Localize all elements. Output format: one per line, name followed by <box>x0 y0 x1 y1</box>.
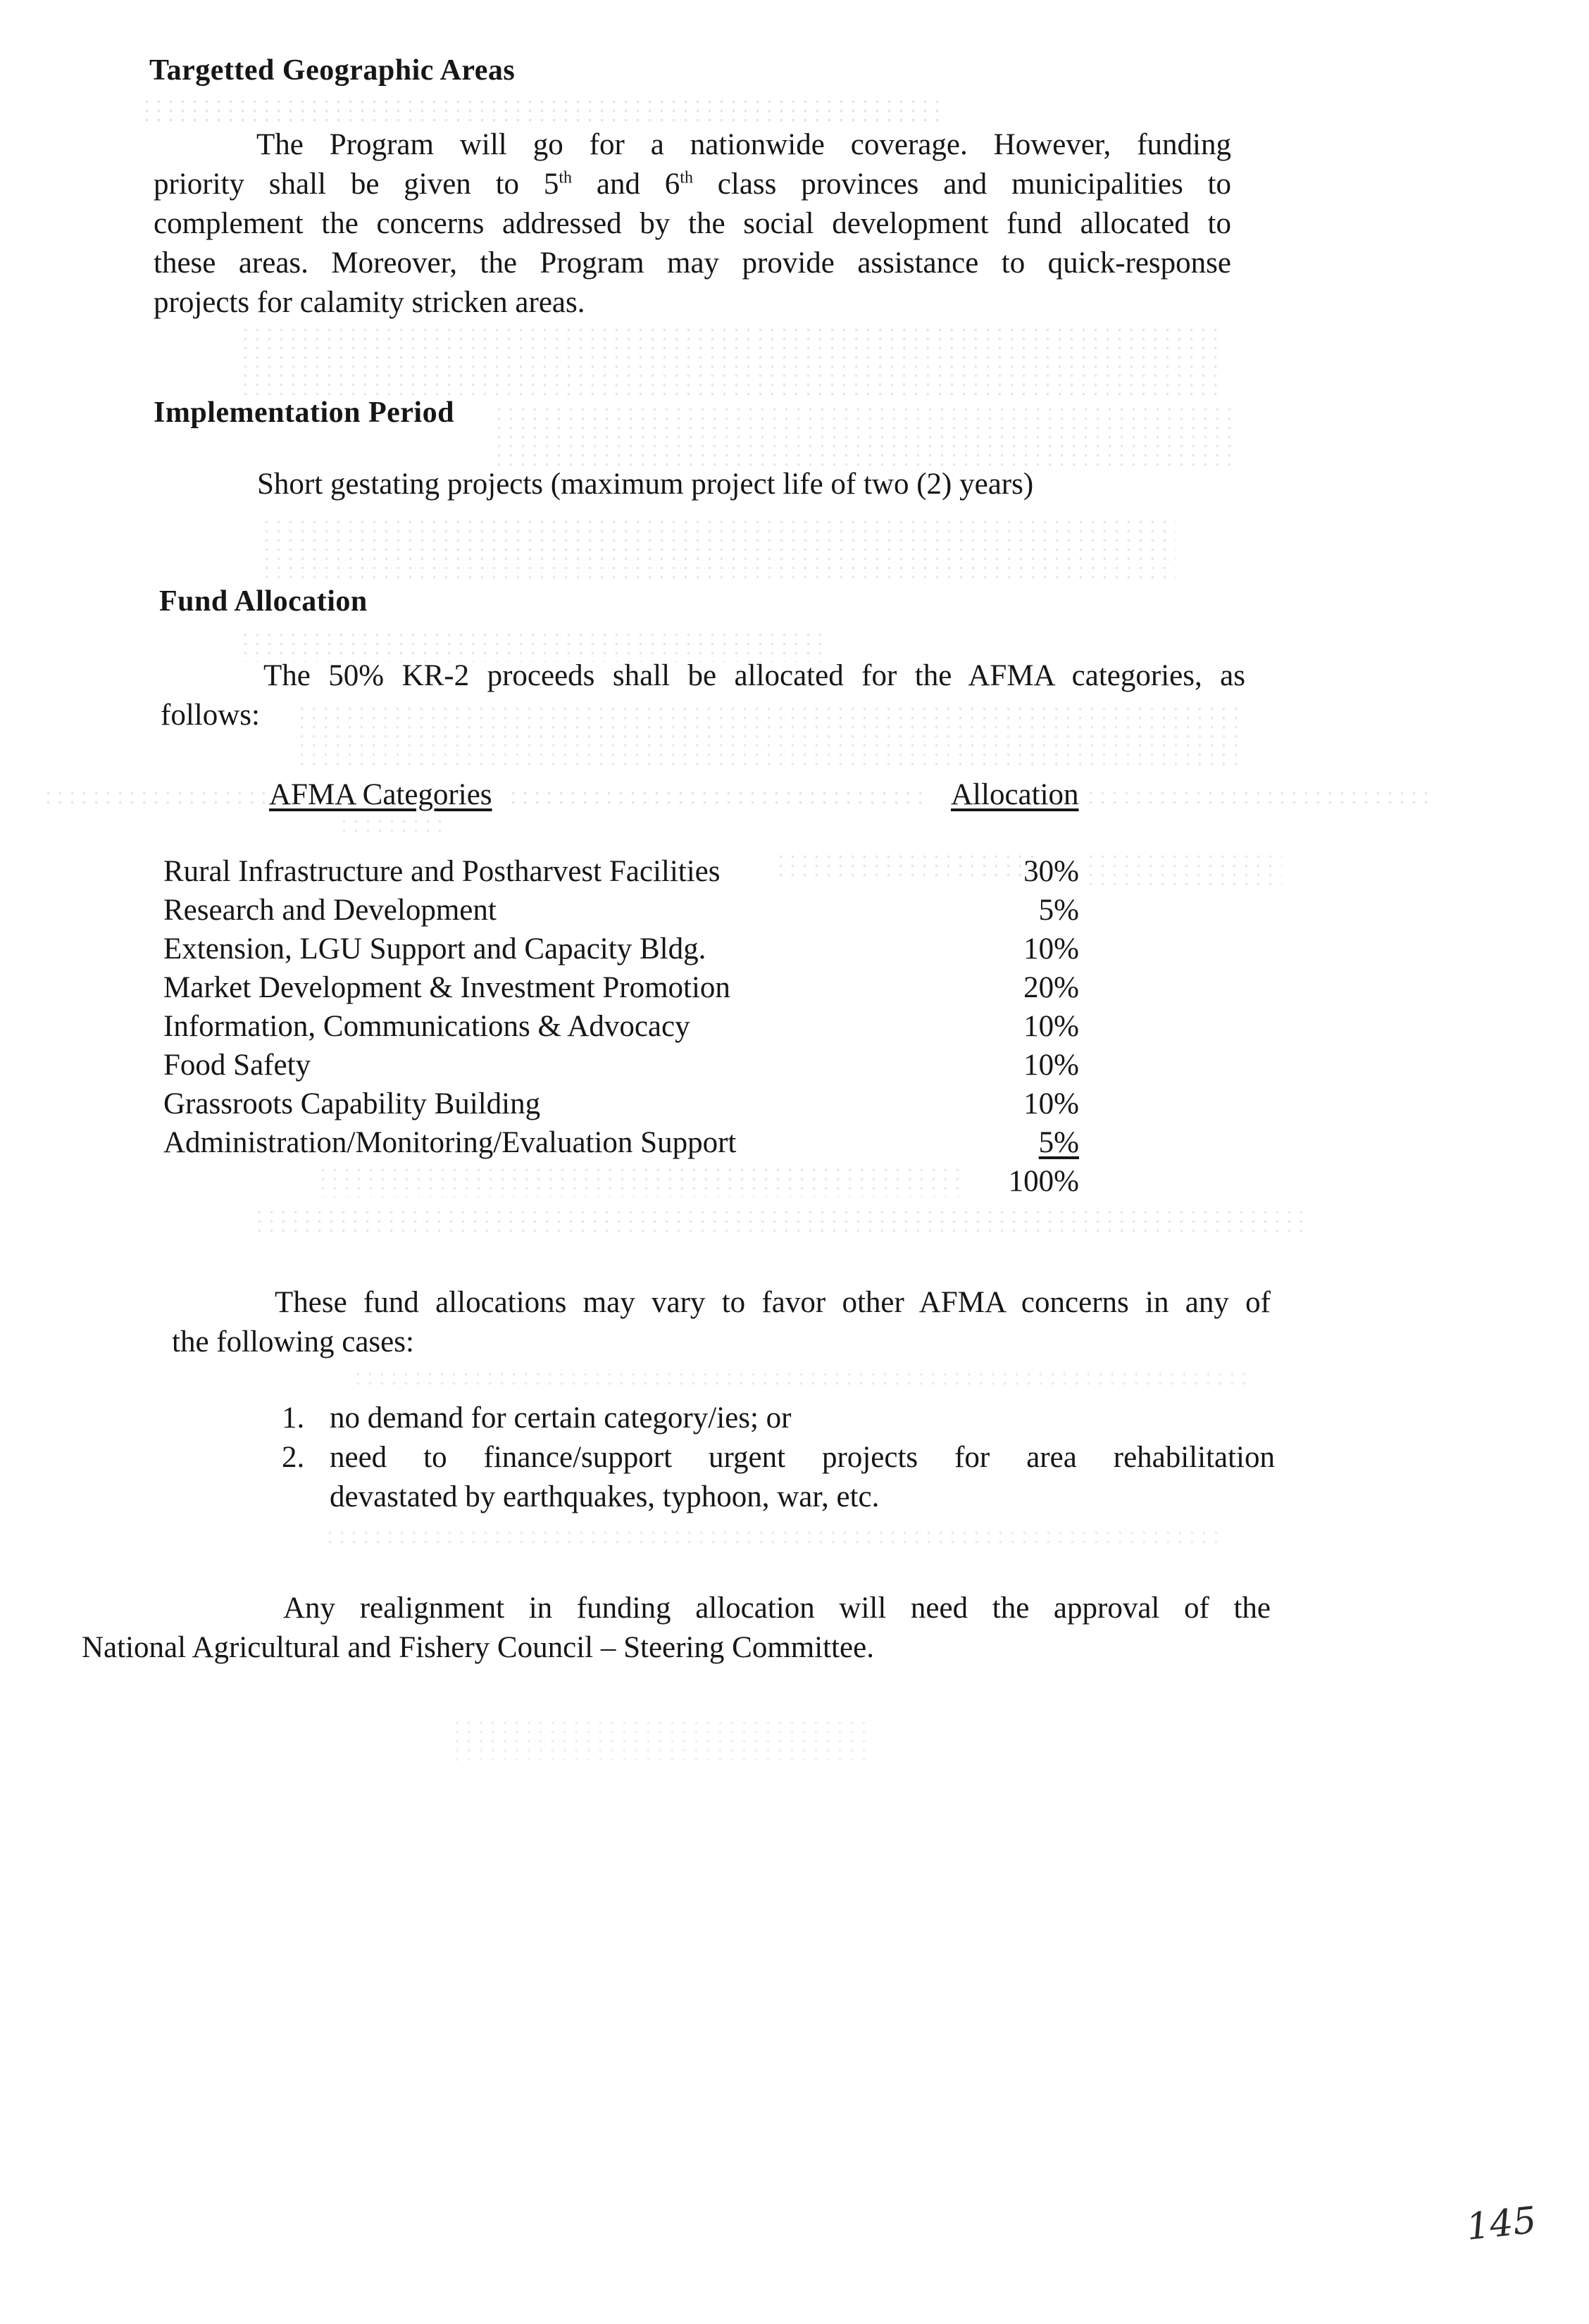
cases-list <box>282 1399 1275 1517</box>
scan-noise <box>141 97 944 125</box>
scan-noise <box>1085 789 1437 806</box>
scan-noise <box>324 1528 1226 1548</box>
category-name: Extension, LGU Support and Capacity Bldg. <box>163 932 706 966</box>
table-row <box>163 1046 1079 1085</box>
para-line: these areas. Moreover, the Program may provide assistance to quick-response <box>154 246 1231 280</box>
para-line <box>154 165 1231 204</box>
scan-noise <box>451 1718 873 1761</box>
list-text: need to finance/support urgent projects for area rehabilitation <box>330 1441 1275 1474</box>
table-total-row <box>163 1162 1079 1201</box>
heading-geographic-areas: Targetted Geographic Areas <box>149 54 516 87</box>
list-item <box>282 1399 1275 1438</box>
allocation-value: 10% <box>1023 1087 1079 1120</box>
para-text: class provinces and municipalities to <box>692 168 1231 201</box>
category-name: Research and Development <box>163 894 497 927</box>
table-header-category: AFMA Categories <box>269 778 492 811</box>
category-name: Food Safety <box>163 1049 311 1082</box>
scan-noise <box>239 325 1226 396</box>
scan-noise <box>507 789 930 806</box>
para-line: The 50% KR-2 proceeds shall be allocated for the AFMA categories, as <box>263 659 1245 692</box>
allocation-table <box>163 852 1079 1201</box>
category-name: Grassroots Capability Building <box>163 1087 541 1120</box>
scan-noise <box>352 1370 1254 1389</box>
category-name: Information, Communications & Advocacy <box>163 1010 690 1043</box>
category-name: Rural Infrastructure and Postharvest Facilities <box>163 855 721 888</box>
category-name: Market Development & Investment Promotion <box>163 971 730 1004</box>
para-line: The Program will go for a nationwide coverage. However, funding <box>256 128 1231 161</box>
fund-allocation-paragraph <box>161 656 1245 735</box>
geographic-areas-paragraph <box>154 125 1231 323</box>
table-row <box>163 1123 1079 1162</box>
scan-noise <box>254 1208 1310 1236</box>
ordinal-suffix: th <box>559 168 573 187</box>
implementation-period-text: Short gestating projects (maximum project life of two (2) years) <box>257 468 1034 501</box>
para-line: follows: <box>161 699 260 732</box>
category-name: Administration/Monitoring/Evaluation Support <box>163 1126 737 1159</box>
total-value: 100% <box>1008 1165 1079 1198</box>
table-row <box>163 891 1079 930</box>
para-line: National Agricultural and Fishery Council – Steering Committee. <box>82 1631 874 1664</box>
scan-noise <box>42 789 268 806</box>
variation-paragraph <box>172 1283 1271 1362</box>
table-row <box>163 1085 1079 1123</box>
allocation-value: 10% <box>1023 1049 1079 1082</box>
table-row <box>163 1007 1079 1046</box>
scan-noise <box>1085 852 1282 887</box>
list-text: devastated by earthquakes, typhoon, war, etc. <box>330 1480 880 1513</box>
table-header-allocation: Allocation <box>951 778 1079 811</box>
scan-noise <box>261 518 1176 581</box>
para-line: the following cases: <box>172 1325 414 1358</box>
table-row <box>163 852 1079 891</box>
allocation-value: 10% <box>1023 1010 1079 1043</box>
para-line: complement the concerns addressed by the social development fund allocated to <box>154 207 1231 240</box>
allocation-value: 5% <box>1038 894 1079 927</box>
approval-paragraph <box>82 1589 1271 1668</box>
allocation-value: 20% <box>1023 971 1079 1004</box>
list-number: 1. <box>282 1401 305 1435</box>
ordinal-suffix: th <box>680 168 693 187</box>
para-text: priority shall be given to 5 <box>154 168 559 201</box>
allocation-value: 30% <box>1023 855 1079 888</box>
allocation-value: 10% <box>1023 932 1079 966</box>
page-number: 145 <box>1464 2199 1539 2249</box>
list-text: no demand for certain category/ies; or <box>330 1401 792 1435</box>
scan-noise <box>493 405 1233 468</box>
para-line: Any realignment in funding allocation will need the approval of the <box>283 1592 1271 1625</box>
allocation-value: 5% <box>1038 1126 1079 1159</box>
list-number: 2. <box>282 1441 305 1474</box>
table-row <box>163 968 1079 1007</box>
list-item <box>282 1438 1275 1517</box>
para-line: These fund allocations may vary to favor other AFMA concerns in any of <box>275 1286 1271 1319</box>
heading-fund-allocation: Fund Allocation <box>159 585 368 618</box>
scan-noise <box>338 817 451 838</box>
heading-implementation-period: Implementation Period <box>154 396 454 429</box>
para-text: and 6 <box>572 168 680 201</box>
table-row <box>163 930 1079 968</box>
para-line: projects for calamity stricken areas. <box>154 286 585 319</box>
